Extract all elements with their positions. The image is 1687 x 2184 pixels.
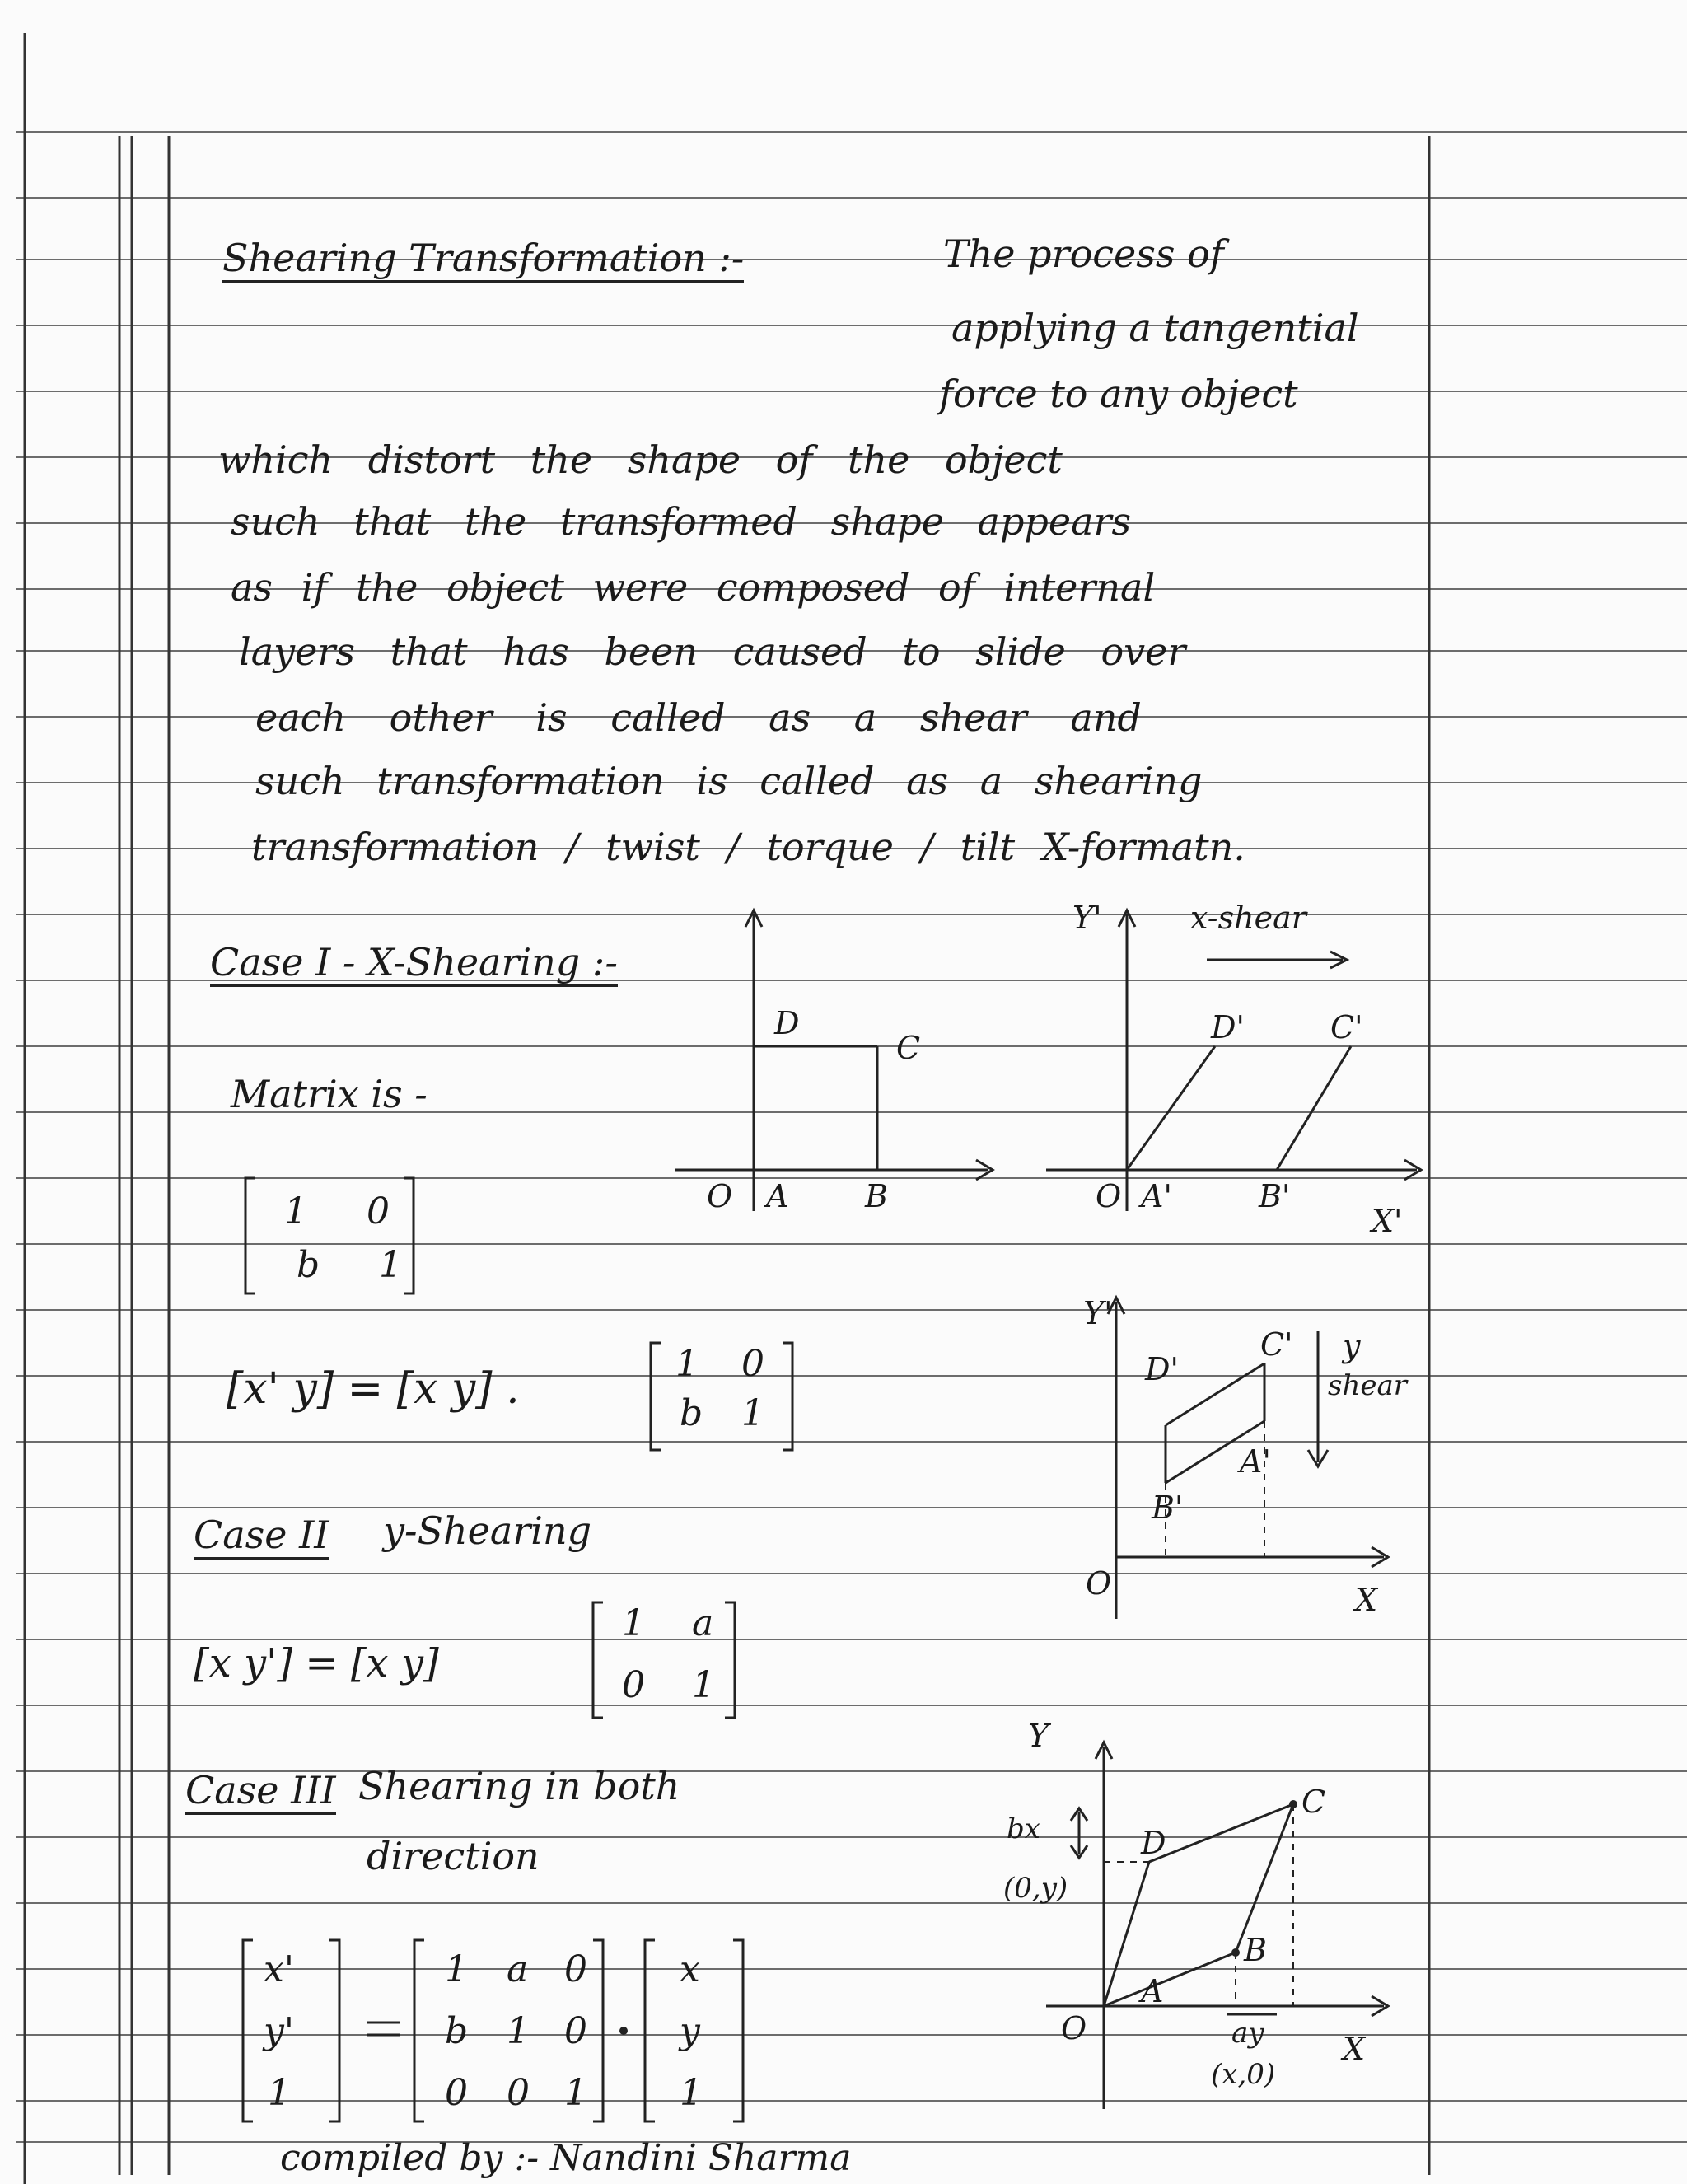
case3-matrix-cell: 1 xyxy=(564,2072,587,2114)
label-ay: ay xyxy=(1231,2017,1264,2050)
label-bx: bx xyxy=(1007,1812,1040,1845)
definition-line: which distort the shape of the object xyxy=(218,437,1063,482)
label-D: D xyxy=(774,1005,800,1041)
case3-lhs-cell: 1 xyxy=(268,2072,291,2114)
case1-eq-matrix-cell: b xyxy=(680,1392,703,1434)
case3-matrix-cell: 0 xyxy=(445,2072,468,2114)
label-x-shear: x-shear xyxy=(1190,900,1306,936)
case3-matrix-cell: b xyxy=(445,2010,469,2052)
case1-title: Case I - X-Shearing :- xyxy=(210,943,618,987)
label-B: B xyxy=(1244,1932,1267,1968)
case3-lhs-cell: y' xyxy=(264,2010,294,2052)
label-A: A xyxy=(1141,1973,1164,2009)
case3-lhs-cell: x' xyxy=(264,1948,294,1990)
label-Y-prime: Y' xyxy=(1083,1295,1113,1331)
case3-rhs-cell: x xyxy=(680,1948,700,1990)
case1-eq-matrix-cell: 0 xyxy=(741,1343,764,1385)
label-D-prime: D' xyxy=(1145,1351,1179,1387)
case3-rhs-cell: 1 xyxy=(680,2072,703,2114)
label-A-prime: A' xyxy=(1240,1443,1271,1480)
case3-matrix-cell: 1 xyxy=(507,2010,530,2052)
case1-matrix-cell: 0 xyxy=(367,1190,390,1232)
case3-title: Case III xyxy=(185,1771,336,1815)
definition-line: such transformation is called as a shearing xyxy=(255,759,1203,803)
label-C-prime: C' xyxy=(1260,1326,1293,1363)
label-X-prime: X' xyxy=(1372,1203,1403,1239)
case2-matrix-cell: 1 xyxy=(692,1664,715,1706)
case3-matrix-cell: a xyxy=(507,1948,529,1990)
case3-subtitle: direction xyxy=(367,1834,540,1878)
case1-equation-brackets xyxy=(643,1335,807,1458)
case2-equation: [x y'] = [x y] xyxy=(194,1640,439,1686)
label-y: y xyxy=(1343,1328,1361,1364)
label-C: C xyxy=(896,1030,921,1066)
definition-line: applying a tangential xyxy=(951,306,1359,350)
label-B: B xyxy=(865,1178,888,1214)
case1-eq-matrix-cell: 1 xyxy=(741,1392,764,1434)
label-X: X xyxy=(1355,1582,1378,1618)
label-A-prime: A' xyxy=(1141,1178,1172,1214)
label-x0: (x,0) xyxy=(1211,2058,1276,2091)
definition-line: transformation / twist / torque / tilt X-formatn. xyxy=(251,825,1245,869)
label-O: O xyxy=(1086,1565,1112,1602)
case3-rhs-cell: y xyxy=(680,2010,700,2052)
label-C: C xyxy=(1301,1784,1326,1820)
label-O: O xyxy=(1096,1178,1122,1214)
definition-line: force to any object xyxy=(939,372,1298,416)
case1-equation: [x' y] = [x y] . xyxy=(227,1364,520,1414)
definition-line: layers that has been caused to slide over xyxy=(239,629,1186,674)
label-D-prime: D' xyxy=(1211,1009,1245,1045)
label-C-prime: C' xyxy=(1330,1009,1363,1045)
label-B-prime: B' xyxy=(1152,1490,1184,1526)
label-B-prime: B' xyxy=(1259,1178,1291,1214)
label-D: D xyxy=(1141,1825,1166,1861)
label-O: O xyxy=(1061,2010,1087,2046)
case1-eq-matrix-cell: 1 xyxy=(675,1343,699,1385)
case2-matrix-cell: 0 xyxy=(622,1664,645,1706)
label-X: X xyxy=(1343,2031,1366,2067)
label-Y: Y xyxy=(1028,1718,1049,1754)
label-Y-prime: Y' xyxy=(1072,900,1102,936)
case3-matrix-cell: 0 xyxy=(564,2010,587,2052)
case1-matrix-brackets xyxy=(239,1170,437,1302)
case3-matrix-cell: 0 xyxy=(507,2072,530,2114)
case2-matrix-cell: 1 xyxy=(622,1602,645,1644)
definition-line: as if the object were composed of internal xyxy=(231,565,1156,610)
case3-matrix-cell: 1 xyxy=(445,1948,468,1990)
x-shear-result-diagram xyxy=(1030,898,1442,1228)
heading: Shearing Transformation :- xyxy=(222,239,744,283)
case1-matrix-cell: 1 xyxy=(284,1190,307,1232)
case2-title: Case II xyxy=(194,1516,329,1560)
case1-matrix-caption: Matrix is - xyxy=(231,1072,428,1116)
label-shear: shear xyxy=(1328,1369,1407,1402)
footer-credit: compiled by :- Nandini Sharma xyxy=(280,2137,852,2179)
case1-matrix-cell: 1 xyxy=(379,1244,402,1286)
label-0y: (0,y) xyxy=(1003,1872,1068,1905)
definition-line: each other is called as a shear and xyxy=(255,695,1142,740)
label-A: A xyxy=(766,1178,789,1214)
case3-matrix-cell: 0 xyxy=(564,1948,587,1990)
case1-matrix-cell: b xyxy=(297,1244,320,1286)
case2-matrix-cell: a xyxy=(692,1602,714,1644)
label-O: O xyxy=(707,1178,733,1214)
definition-line: The process of xyxy=(943,231,1224,276)
case2-subtitle: y-Shearing xyxy=(383,1508,592,1553)
case3-subtitle: Shearing in both xyxy=(358,1764,680,1808)
case2-equation-brackets xyxy=(585,1594,750,1726)
definition-line: such that the transformed shape appears xyxy=(231,499,1132,544)
